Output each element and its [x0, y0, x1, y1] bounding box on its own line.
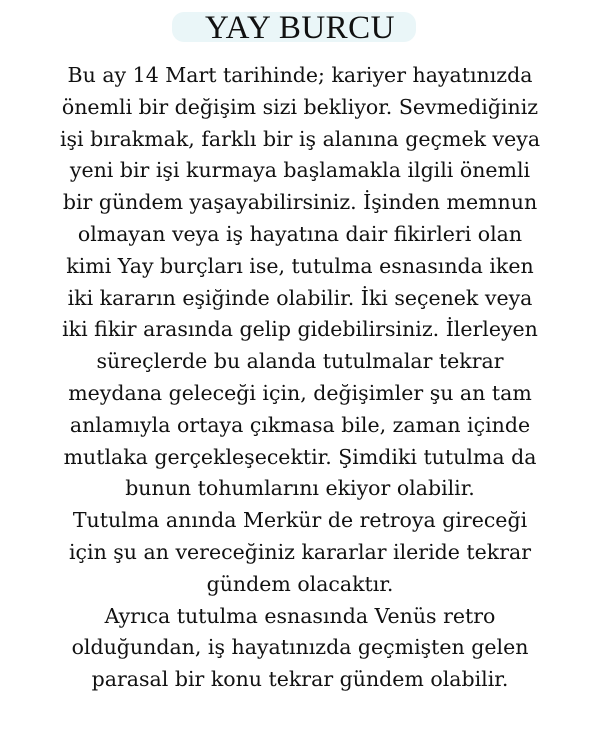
text-line: gündem olacaktır.: [206, 571, 394, 596]
title-area: [0, 8, 600, 48]
text-line: anlamıyla ortaya çıkmasa bile, zaman içinde: [69, 412, 531, 437]
text-line: Tutulma anında Merkür de retroya gireceği: [72, 508, 528, 533]
text-line: olduğundan, iş hayatınızda geçmişten gelen: [71, 635, 529, 660]
text-line: bunun tohumlarını ekiyor olabilir.: [125, 476, 475, 501]
text-line: için şu an vereceğiniz kararlar ileride tekrar: [68, 539, 532, 564]
text-line: Bu ay 14 Mart tarihinde; kariyer hayatınızda: [67, 63, 533, 87]
text-line: iki fikir arasında gelip gidebilirsiniz. İlerleyen: [62, 317, 538, 342]
text-line: yeni bir işi kurmaya başlamakla ilgili önemli: [69, 158, 531, 183]
text-line: süreçlerde bu alanda tutulmalar tekrar: [96, 349, 504, 374]
text-line: mutlaka gerçekleşecektir. Şimdiki tutulma da: [63, 444, 537, 469]
text-line: Ayrıca tutulma esnasında Venüs retro: [104, 603, 496, 628]
text-line: olmayan veya iş hayatına dair fikirleri olan: [77, 221, 523, 246]
text-line: işi bırakmak, farklı bir iş alanına geçmek veya: [59, 126, 541, 151]
text-line: bir gündem yaşayabilirsiniz. İşinden memnun: [62, 190, 538, 215]
text-line: önemli bir değişim sizi bekliyor. Sevmediğiniz: [61, 94, 539, 119]
text-line: parasal bir konu tekrar gündem olabilir.: [91, 667, 509, 692]
page-title: YAY BURCU: [204, 10, 396, 46]
text-line: kimi Yay burçları ise, tutulma esnasında iken: [66, 253, 534, 278]
horoscope-text: [8, 60, 592, 696]
text-line: meydana geleceği için, değişimler şu an tam: [68, 380, 532, 405]
text-line: iki kararın eşiğinde olabilir. İki seçenek veya: [67, 285, 533, 310]
